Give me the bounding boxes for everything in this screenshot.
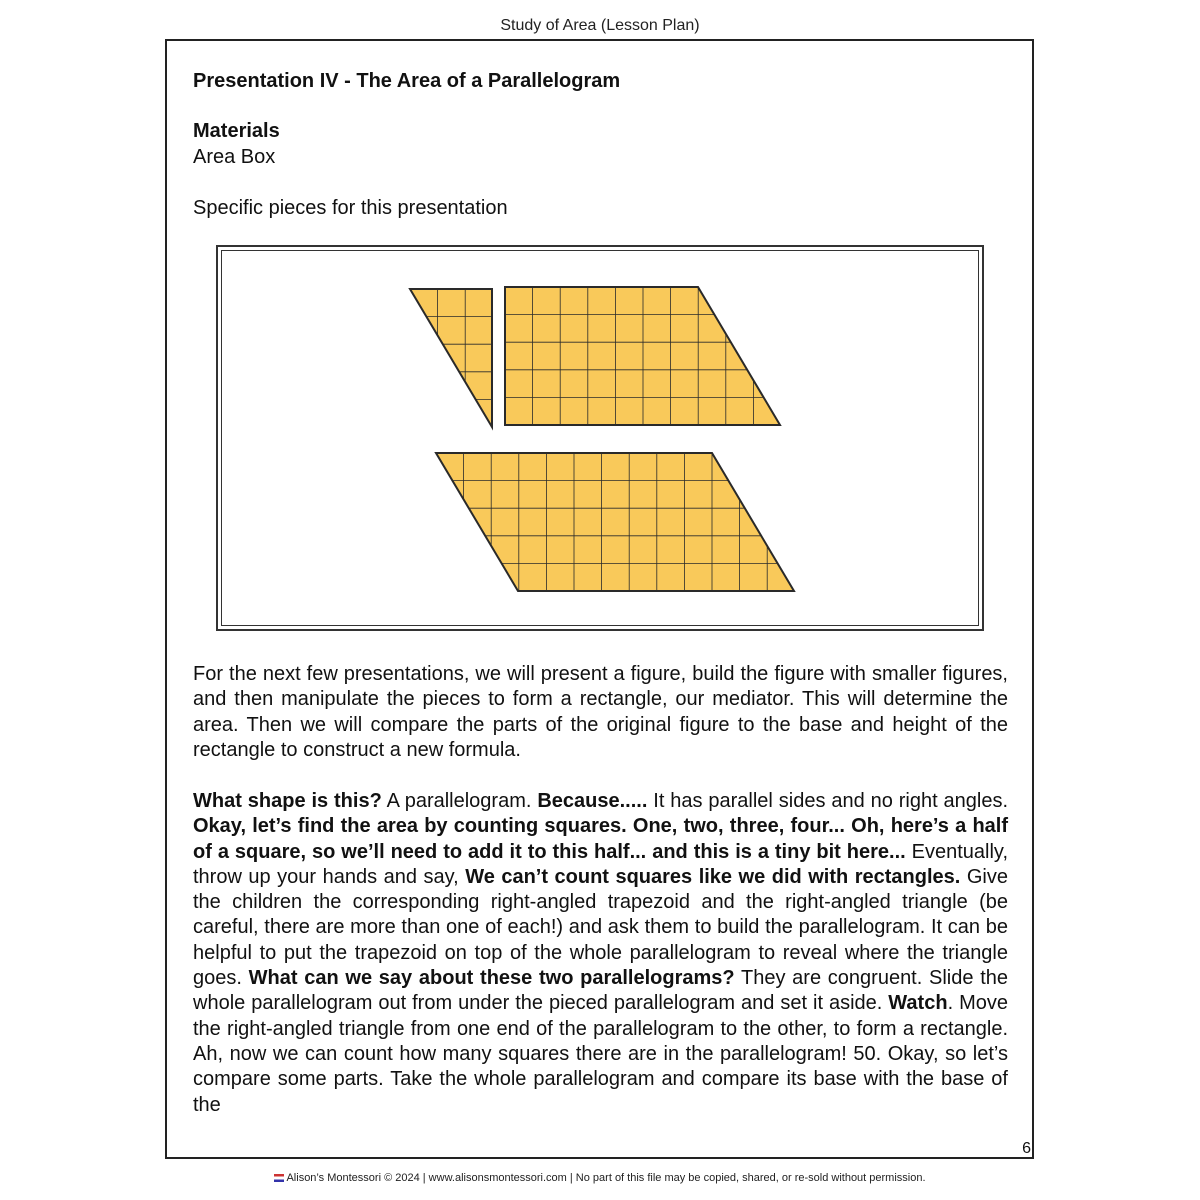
prompt-because: Because.....: [537, 790, 648, 812]
specific-pieces-caption: Specific pieces for this presentation: [193, 197, 508, 219]
figure-frame: [216, 245, 984, 631]
text-answer: A parallelogram.: [381, 790, 538, 812]
parallelogram-pieces-figure: [218, 247, 982, 629]
prompt-watch: Watch: [888, 992, 948, 1015]
copyright-footer: [0, 1172, 1200, 1184]
whole-parallelogram-fill: [436, 453, 794, 591]
text-give-children: Give the children the corresponding right-angled trapezoid and the right-angled triangle (be careful, there are more than one of each!) and ask them to build the parallelogram. It can be helpful to put the trapezoid on top of the whole parallelogram to reveal where the triangle goes.: [193, 865, 1008, 990]
prompt-what-shape: What shape is this?: [193, 790, 382, 812]
whole-parallelogram-piece: [436, 453, 794, 591]
prompt-counting: Okay, let’s find the area by counting squares. One, two, three, four... Oh, here’s a half of a square, so we’ll need to add it to this half... and this is a tiny bit here...: [193, 815, 1008, 863]
materials-item: Area Box: [193, 146, 276, 168]
flag-icon: [274, 1174, 284, 1182]
lesson-header: [193, 66, 1008, 221]
trapezoid-piece: [505, 287, 780, 425]
intro-paragraph: For the next few presentations, we will present a figure, build the figure with smaller figures, and then manipulate the pieces to form a rectangle, our mediator. This will determine the area. Then we will compare the parts of the original figure to the base and height of the rectangle to construct a new formula.: [193, 663, 1008, 761]
procedure-paragraph: [193, 789, 1008, 1118]
text-move-triangle: . Move the right-angled triangle from one end of the parallelogram to the other, to form a rectangle. Ah, now we can count how many squares there are in the parallelogram! 50. Okay, so let’s compare some parts. Take the whole parallelogram and compare its base with the base of the: [193, 992, 1008, 1116]
page-number: 6: [1022, 1140, 1031, 1157]
running-header: Study of Area (Lesson Plan): [500, 17, 700, 34]
presentation-title: Presentation IV - The Area of a Parallelogram: [193, 70, 621, 92]
prompt-two-parallelograms: What can we say about these two parallelograms?: [248, 967, 735, 990]
text-reason: It has parallel sides and no right angles.: [647, 790, 1008, 812]
footer-text: Alison’s Montessori © 2024 | www.alisonsmontessori.com | No part of this file may be copied, shared, or re-sold without permission.: [286, 1172, 926, 1184]
text-eventually: Eventually, throw up your hands and say,: [193, 840, 1008, 888]
prompt-cant-count: We can’t count squares like we did with rectangles.: [465, 865, 961, 888]
triangle-piece: [410, 289, 492, 427]
materials-heading: Materials: [193, 120, 280, 142]
text-congruent: They are congruent. Slide the whole parallelogram out from under the pieced parallelogram and set it aside.: [193, 967, 1008, 1015]
